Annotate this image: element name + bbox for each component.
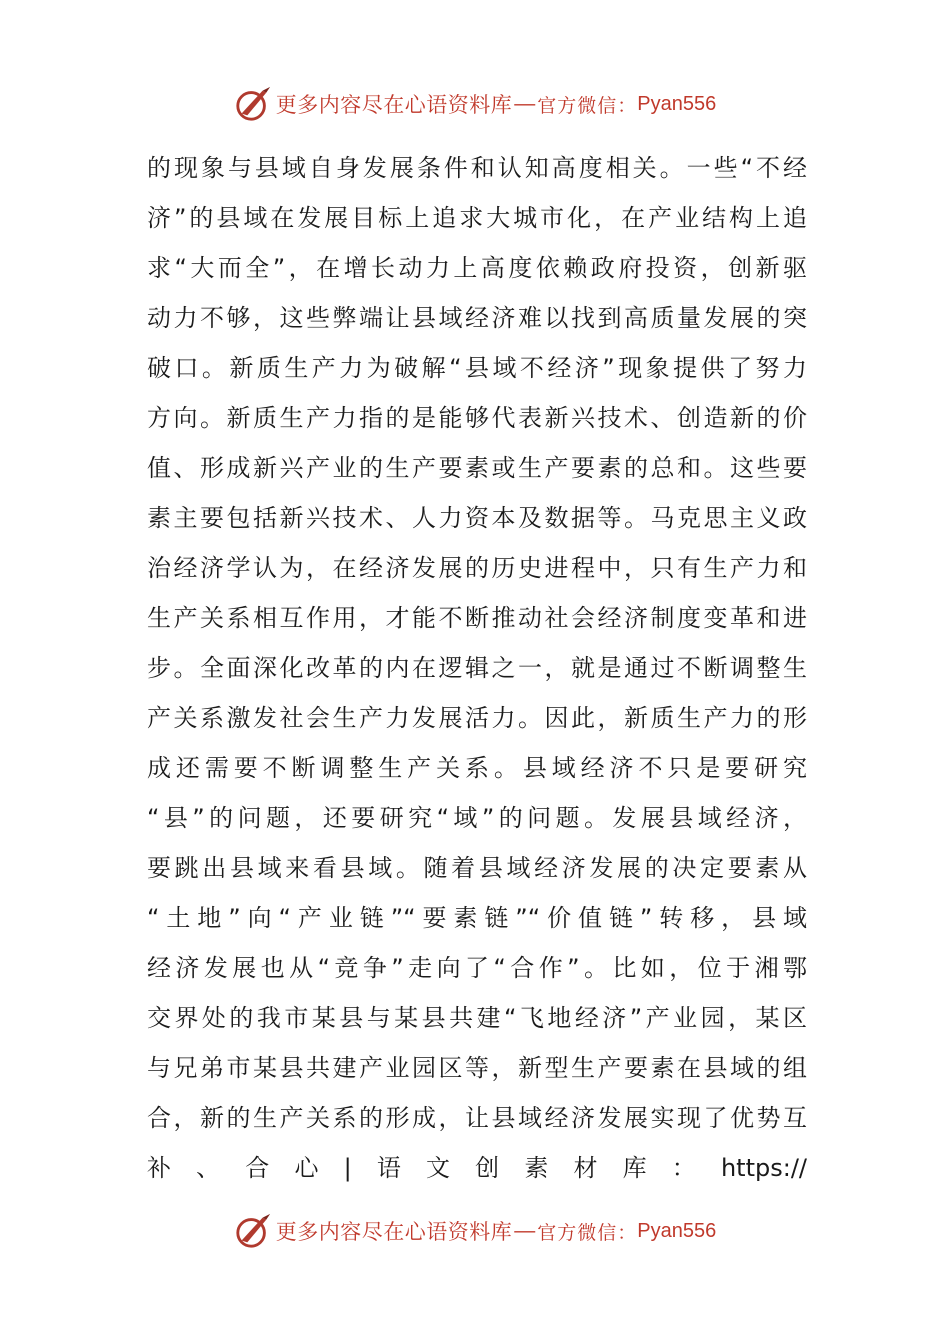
watermark-brand: 更多内容尽在心语资料库 bbox=[275, 93, 513, 117]
quill-circle-icon bbox=[234, 85, 272, 123]
watermark-brand: 更多内容尽在心语资料库 bbox=[275, 1220, 513, 1244]
text-line: 产关系激发社会生产力发展活力。因此，新质生产力的形 bbox=[147, 704, 807, 732]
text-line: 生产关系相互作用，才能不断推动社会经济制度变革和进 bbox=[147, 604, 807, 632]
quill-circle-icon bbox=[234, 1212, 272, 1250]
text-line: 济”的县域在发展目标上追求大城市化，在产业结构上追 bbox=[147, 204, 807, 232]
footer-watermark bbox=[0, 1211, 950, 1251]
text-line: 与兄弟市某县共建产业园区等，新型生产要素在县域的组 bbox=[147, 1054, 807, 1082]
watermark-separator: — bbox=[514, 92, 536, 115]
watermark-official-label: 官方微信： bbox=[537, 94, 638, 117]
text-line: 要跳出县域来看县域。随着县域经济发展的决定要素从 bbox=[147, 854, 807, 882]
watermark-official-label: 官方微信： bbox=[537, 1221, 638, 1244]
text-line: “县”的问题，还要研究“域”的问题。发展县域经济， bbox=[147, 804, 807, 832]
text-line: 交界处的我市某县与某县共建“飞地经济”产业园，某区 bbox=[147, 1004, 807, 1032]
text-line: 值、形成新兴产业的生产要素或生产要素的总和。这些要 bbox=[147, 454, 807, 482]
text-line: 求“大而全”，在增长动力上高度依赖政府投资，创新驱 bbox=[147, 254, 807, 282]
watermark-separator: — bbox=[514, 1219, 536, 1242]
text-line: 的现象与县域自身发展条件和认知高度相关。一些“不经 bbox=[147, 154, 807, 182]
watermark-wechat-id: Pyan556 bbox=[637, 92, 717, 115]
text-line: 素主要包括新兴技术、人力资本及数据等。马克思主义政 bbox=[147, 504, 807, 532]
text-line: 方向。新质生产力指的是能够代表新兴技术、创造新的价 bbox=[147, 404, 807, 432]
text-line: 破口。新质生产力为破解“县域不经济”现象提供了努力 bbox=[147, 354, 807, 382]
header-watermark bbox=[0, 84, 950, 124]
text-line: 成还需要不断调整生产关系。县域经济不只是要研究 bbox=[147, 754, 807, 782]
text-line-with-link[interactable]: 补、合心|语文创素材库：https:// bbox=[147, 1154, 807, 1182]
text-line: 经济发展也从“竞争”走向了“合作”。比如，位于湘鄂 bbox=[147, 954, 807, 982]
text-line: 步。全面深化改革的内在逻辑之一，就是通过不断调整生 bbox=[147, 654, 807, 682]
text-line: “土地”向“产业链”“要素链”“价值链”转移，县域 bbox=[147, 904, 807, 932]
text-line: 动力不够，这些弊端让县域经济难以找到高质量发展的突 bbox=[147, 304, 807, 332]
text-line: 合，新的生产关系的形成，让县域经济发展实现了优势互 bbox=[147, 1104, 807, 1132]
text-line: 治经济学认为，在经济发展的历史进程中，只有生产力和 bbox=[147, 554, 807, 582]
document-body bbox=[147, 143, 807, 1193]
watermark-wechat-id: Pyan556 bbox=[637, 1219, 717, 1242]
